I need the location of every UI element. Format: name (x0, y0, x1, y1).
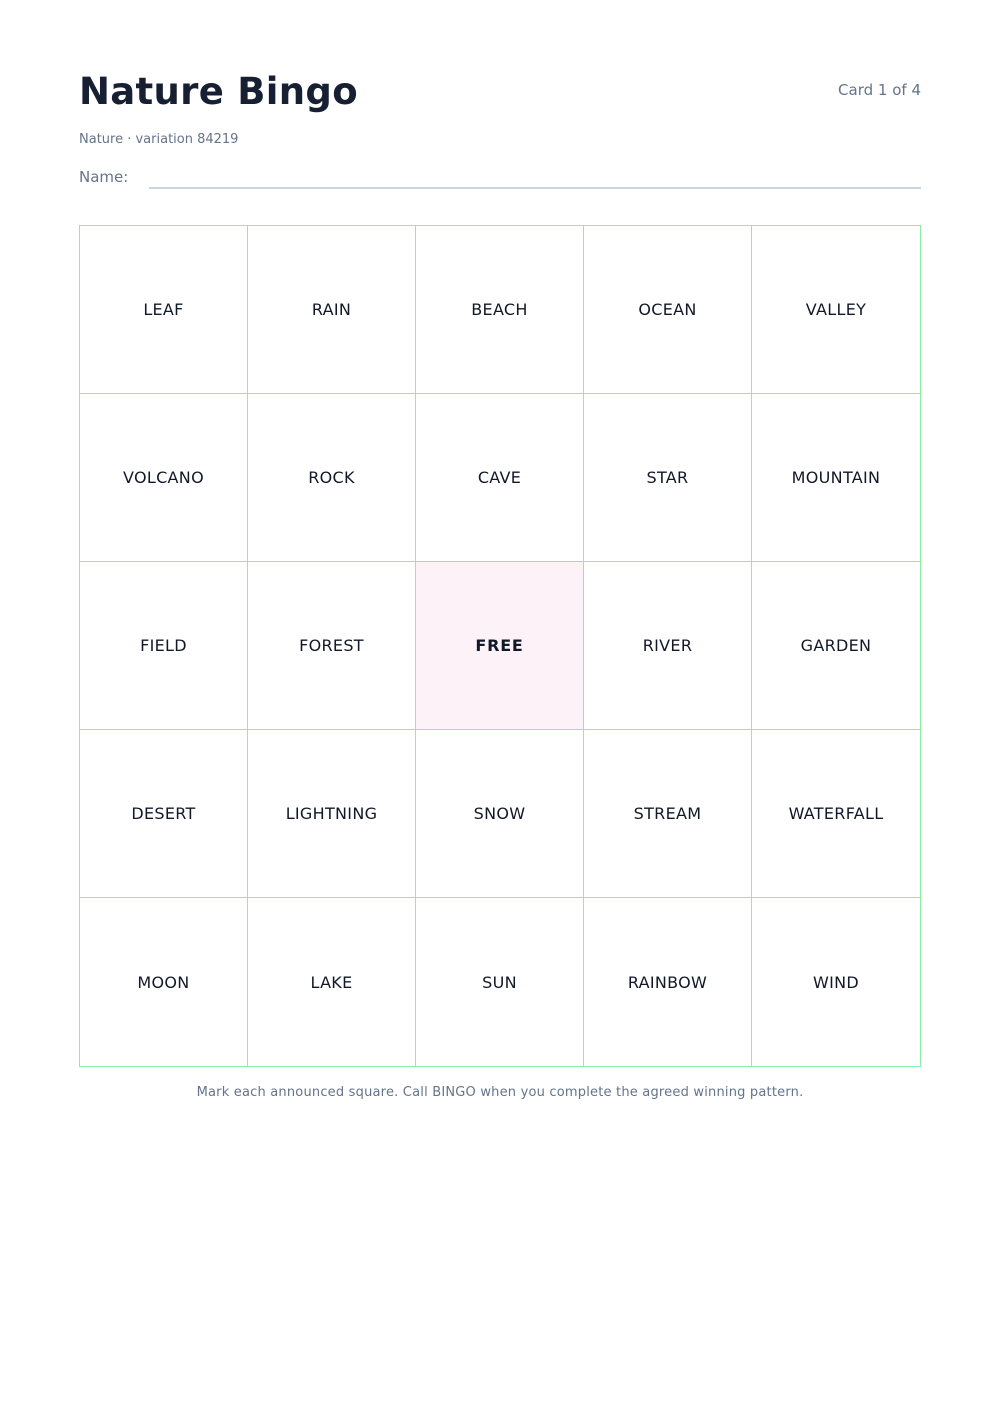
bingo-cell[interactable]: WATERFALL (752, 730, 920, 898)
page-subtitle: Nature · variation 84219 (79, 132, 239, 147)
bingo-grid (79, 225, 921, 1067)
bingo-cell[interactable]: MOON (80, 898, 248, 1066)
bingo-cell[interactable]: BEACH (416, 226, 584, 394)
bingo-cell[interactable]: STAR (584, 394, 752, 562)
card-number-label: Card 1 of 4 (838, 81, 921, 99)
bingo-cell[interactable]: LIGHTNING (248, 730, 416, 898)
bingo-cell[interactable]: STREAM (584, 730, 752, 898)
free-space-cell[interactable]: FREE (416, 562, 584, 730)
bingo-cell[interactable]: WIND (812, 972, 860, 992)
bingo-cell[interactable]: GARDEN (752, 562, 920, 730)
name-field-row (79, 168, 921, 192)
bingo-cell[interactable]: RAIN (248, 226, 416, 394)
bingo-cell[interactable]: VOLCANO (80, 394, 248, 562)
bingo-cell[interactable]: OCEAN (584, 226, 752, 394)
bingo-cell[interactable]: DESERT (80, 730, 248, 898)
bingo-cell[interactable]: RIVER (584, 562, 752, 730)
bingo-cell[interactable]: LAKE (248, 898, 416, 1066)
bingo-cell[interactable]: LEAF (80, 226, 248, 394)
bingo-cell[interactable]: FIELD (80, 562, 248, 730)
bingo-cell[interactable]: RAINBOW (584, 898, 752, 1066)
bingo-cell[interactable]: ROCK (248, 394, 416, 562)
bingo-cell[interactable]: FOREST (248, 562, 416, 730)
name-write-line[interactable] (149, 187, 921, 189)
page-title: Nature Bingo (79, 70, 358, 113)
name-label: Name: (79, 168, 129, 186)
bingo-cell[interactable]: CAVE (416, 394, 584, 562)
bingo-cell[interactable]: MOUNTAIN (752, 394, 920, 562)
bingo-cell[interactable]: VALLEY (752, 226, 920, 394)
bingo-cell[interactable]: SUN (416, 898, 584, 1066)
bingo-cell[interactable]: SNOW (416, 730, 584, 898)
instructions-footer: Mark each announced square. Call BINGO when you complete the agreed winning pattern. (196, 1085, 804, 1100)
